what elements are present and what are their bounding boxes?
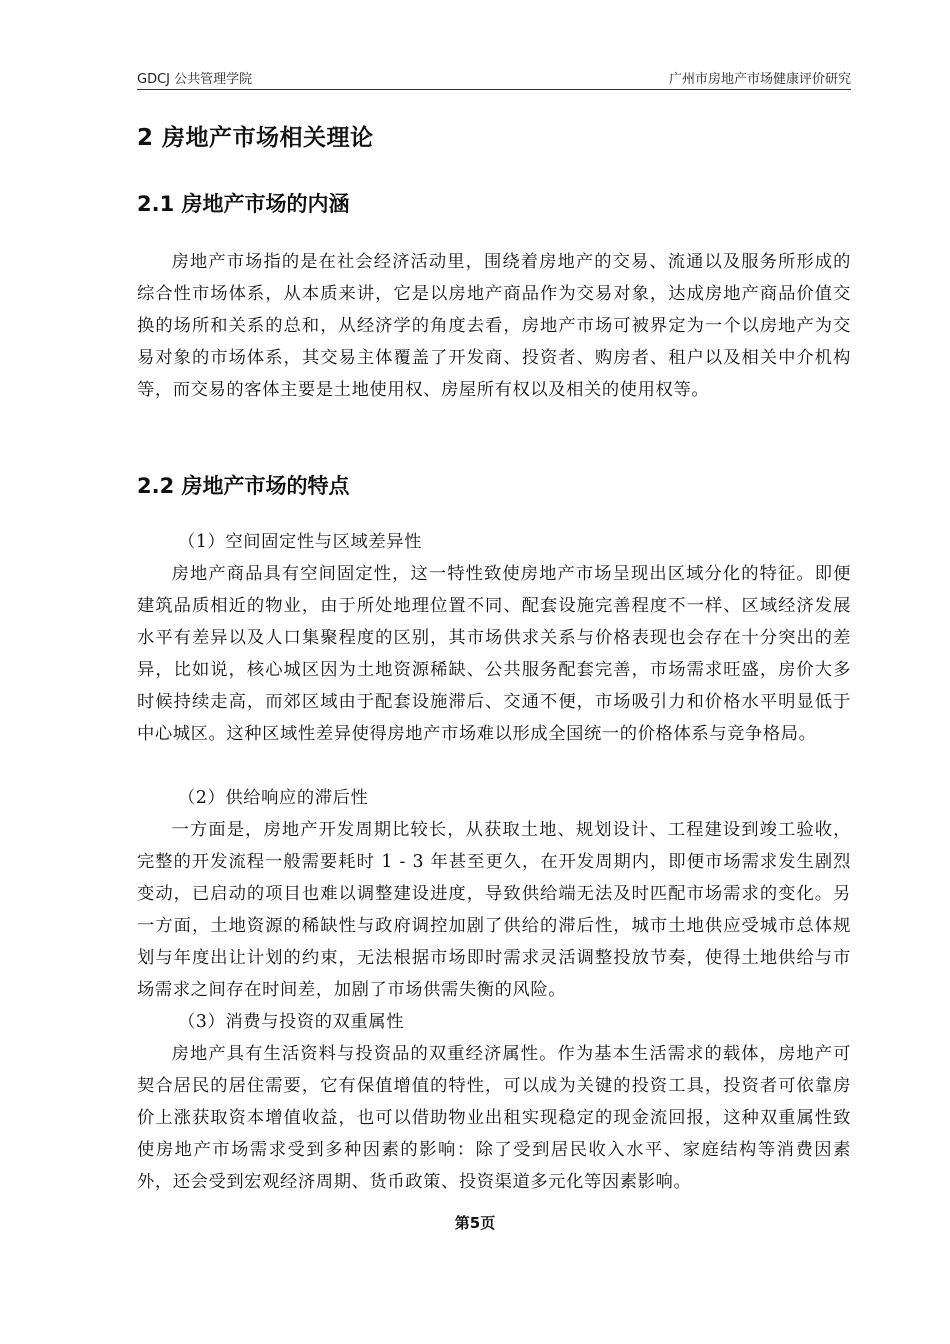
page-header	[137, 66, 851, 88]
paragraph-dual-attribute: 房地产具有生活资料与投资品的双重经济属性。作为基本生活需求的载体，房地产可契合居民的居住需要，它有保值增值的特性，可以成为关键的投资工具，投资者可依靠房价上涨获取资本增值收益，也可以借助物业出租实现稳定的现金流回报，这种双重属性致使房地产市场需求受到多种因素的影响：除了受到居民收入水平、家庭结构等消费因素外，还会受到宏观经济周期、货币政策、投资渠道多元化等因素影响。	[137, 1044, 851, 1192]
paragraph-market-definition: 房地产市场指的是在社会经济活动里，围绕着房地产的交易、流通以及服务所形成的综合性市场体系，从本质来讲，它是以房地产商品作为交易对象，达成房地产商品价值交换的场所和关系的总和，从经济学的角度去看，房地产市场可被界定为一个以房地产为交易对象的市场体系，其交易主体覆盖了开发商、投资者、购房者、租户以及相关中介机构等，而交易的客体主要是土地使用权、房屋所有权以及相关的使用权等。	[137, 252, 851, 400]
subheading-supply-lag: （2）供给响应的滞后性	[178, 788, 369, 808]
page-number: 第5页	[454, 1214, 496, 1232]
paragraph-supply-lag: 一方面是，房地产开发周期比较长，从获取土地、规划设计、工程建设到竣工验收，完整的开发流程一般需要耗时 1 - 3 年甚至更久，在开发周期内，即便市场需求发生剧烈变动，已启动的项目也难以调整建设进度，导致供给端无法及时匹配市场需求的变化。另一方面，土地资源的稀缺性与政府调控加剧了供给的滞后性，城市土地供应受城市总体规划与年度出让计划的约束，无法根据市场即时需求灵活调整投放节奏，使得土地供给与市场需求之间存在时间差，加剧了市场供需失衡的风险。	[137, 820, 851, 1000]
chapter-title: 2 房地产市场相关理论	[137, 125, 374, 151]
subheading-spatial-fixity: （1）空间固定性与区域差异性	[178, 532, 423, 552]
section-title-2-2: 2.2 房地产市场的特点	[137, 474, 350, 498]
header-divider	[137, 89, 851, 90]
paragraph-spatial-fixity: 房地产商品具有空间固定性，这一特性致使房地产市场呈现出区域分化的特征。即便建筑品质相近的物业，由于所处地理位置不同、配套设施完善程度不一样、区域经济发展水平有差异以及人口集聚程度的区别，其市场供求关系与价格表现也会存在十分突出的差异，比如说，核心城区因为土地资源稀缺、公共服务配套完善，市场需求旺盛，房价大多时候持续走高，而郊区域由于配套设施滞后、交通不便，市场吸引力和价格水平明显低于中心城区。这种区域性差异使得房地产市场难以形成全国统一的价格体系与竞争格局。	[137, 564, 851, 744]
section-title-2-1: 2.1 房地产市场的内涵	[137, 192, 350, 216]
subheading-dual-attribute: （3）消费与投资的双重属性	[178, 1012, 405, 1032]
header-institution: GDCJ 公共管理学院	[137, 72, 253, 87]
header-paper-title: 广州市房地产市场健康评价研究	[668, 72, 851, 87]
